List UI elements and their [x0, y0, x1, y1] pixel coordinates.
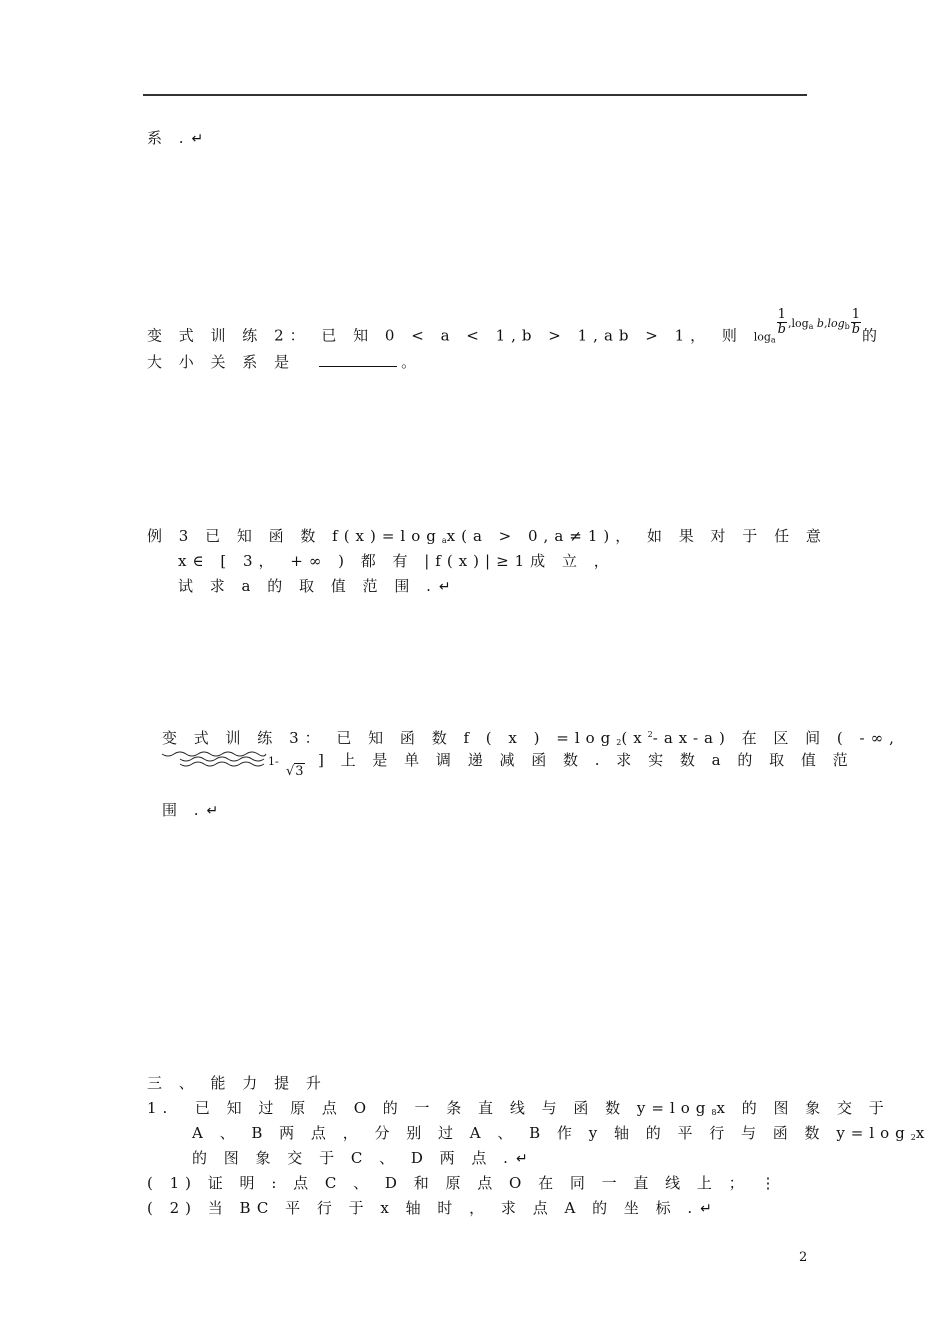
q1-line2: A 、 B 两 点 ， 分 别 过 A 、 B 作 y 轴 的 平 行 与 函 数 $y=\log_2x$	[192, 1124, 931, 1142]
fraction-1-over-b: $\frac{1}{b}$	[777, 307, 786, 337]
example3-line1: 例 3 已 知 函 数 $f(x)=\log_ax(a > 0,a\ne 1)$， 如 果 对 于 任 意	[147, 527, 827, 545]
variant3-line2: ] 上 是 单 调 递 减 函 数 . 求 实 数 a 的 取 值 范	[318, 751, 854, 769]
fraction-1-over-b-2: $\frac{1}{b}$	[851, 307, 861, 337]
variant2-line1: 变 式 训 练 2： 已 知 0 < a < 1,b > 1,ab > 1， 则 $\log_a$ $\frac{1}{b}$ $,\log_a$ $b,\log_b$ $\frac{1}{b}$ 的	[147, 307, 884, 345]
page-number: 2	[799, 1250, 808, 1265]
variant3-line3: 围 . ↵	[162, 801, 219, 819]
q1-line1: 1. 已 知 过 原 点 O 的 一 条 直 线 与 函 数 $y=\log_8x$ 的 图 象 交 于	[147, 1099, 890, 1117]
example3-line3: 试 求 a 的 取 值 范 围 . ↵	[178, 577, 451, 595]
q1-part1: ( 1) 证 明 : 点 C 、 D 和 原 点 O 在 同 一 直 线 上 ； ⋮	[147, 1174, 782, 1192]
return-mark-icon: ↵	[515, 1151, 528, 1167]
wavy-underline	[160, 750, 268, 768]
section-heading: 三 、 能 力 提 升	[147, 1074, 327, 1092]
return-mark-icon: ↵	[700, 1201, 712, 1217]
variant3-one-minus: 1-	[268, 755, 279, 768]
variant3-line1: 变 式 训 练 3： 已 知 函 数 f ( x ) $=\log_2(x^2-ax-a)$ 在 区 间 ( -∞,	[162, 729, 900, 747]
sqrt-3: √3	[286, 764, 304, 779]
q1-part2: ( 2) 当 BC 平 行 于 x 轴 时 ， 求 点 A 的 坐 标 . ↵	[147, 1199, 712, 1217]
answer-blank	[319, 352, 397, 367]
q1-line3: 的 图 象 交 于 C 、 D 两 点 . ↵	[192, 1149, 528, 1167]
return-mark-icon: ↵	[191, 131, 204, 147]
header-rule	[143, 94, 807, 96]
return-mark-icon: ↵	[438, 579, 451, 595]
continued-line: 系 . ↵	[147, 129, 204, 147]
variant2-line2: 大 小 关 系 是 。	[147, 353, 423, 371]
example3-line2: x∈ [ 3， +∞ ) 都 有 |f(x)|≥1成 立 ，	[178, 552, 615, 570]
return-mark-icon: ↵	[206, 803, 219, 819]
